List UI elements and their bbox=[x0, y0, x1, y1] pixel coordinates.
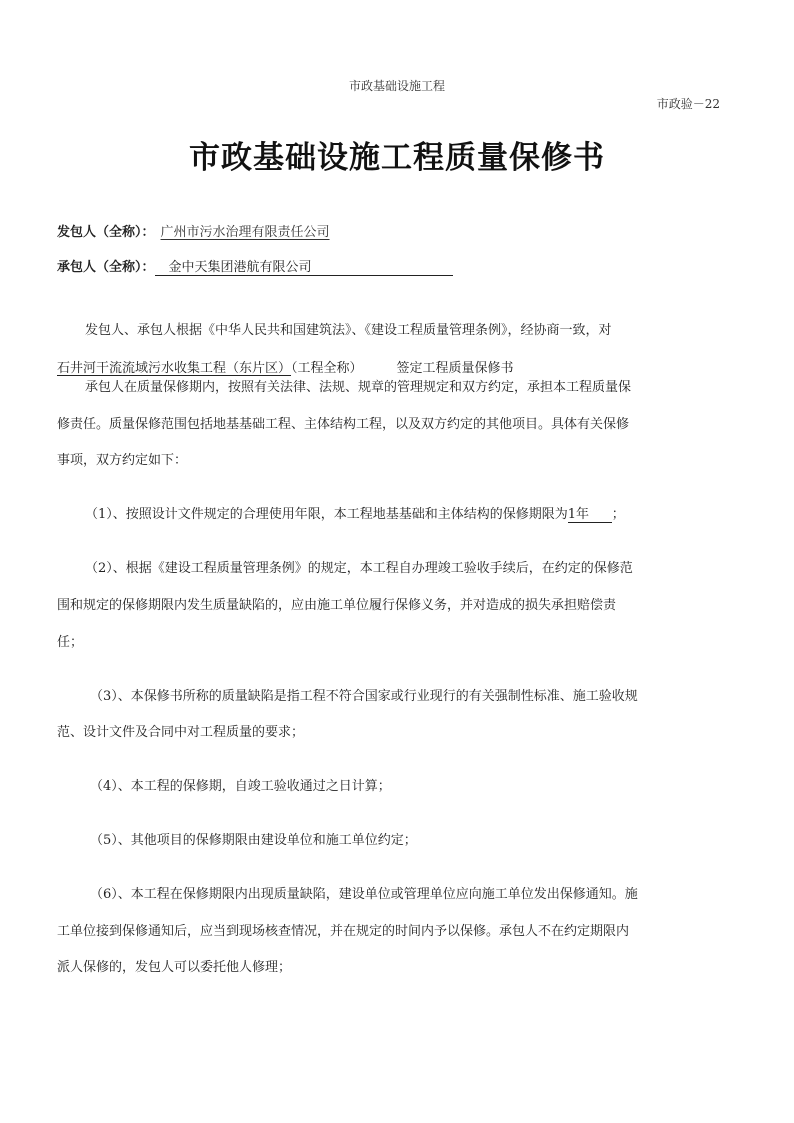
project-name: 石井河干流流域污水收集工程（东片区） bbox=[57, 361, 292, 376]
item-3-line-1: （3）、本保修书所称的质量缺陷是指工程不符合国家或行业现行的有关强制性标准、施工验收规 bbox=[90, 689, 638, 704]
item-6-line-2: 工单位接到保修通知后，应当到现场核查情况，并在规定的时间内予以保修。承包人不在约定期限内 bbox=[57, 924, 630, 939]
contractor-row bbox=[57, 256, 453, 276]
employer-label: 发包人（全称）： bbox=[57, 225, 155, 240]
item-1-end: ； bbox=[611, 507, 625, 522]
scope-line-1: 承包人在质量保修期内，按照有关法律、法规、规章的管理规定和双方约定，承担本工程质量保 bbox=[85, 380, 632, 395]
sign-text: 签定工程质量保修书 bbox=[396, 361, 514, 376]
project-suffix: （工程全称） bbox=[291, 361, 363, 376]
employer-row bbox=[57, 221, 330, 240]
item-6-line-1: （6）、本工程在保修期限内出现质量缺陷，建设单位或管理单位应向施工单位发出保修通知。施 bbox=[90, 887, 638, 902]
scope-line-2: 修责任。质量保修范围包括地基基础工程、主体结构工程，以及双方约定的其他项目。具体有关保修 bbox=[57, 417, 630, 432]
item-2-line-3: 任； bbox=[57, 635, 84, 650]
contractor-value: 金中天集团港航有限公司 bbox=[168, 260, 312, 275]
item-3-line-2: 范、设计文件及合同中对工程质量的要求； bbox=[57, 725, 305, 740]
item-5: （5）、其他项目的保修期限由建设单位和施工单位约定； bbox=[90, 833, 417, 848]
intro-line-2 bbox=[57, 357, 514, 376]
employer-value: 广州市污水治理有限责任公司 bbox=[160, 225, 330, 240]
intro-line-1: 发包人、承包人根据《中华人民共和国建筑法》、《建设工程质量管理条例》，经协商一致，对 bbox=[85, 323, 612, 338]
item-1 bbox=[85, 503, 625, 523]
item-6-line-3: 派人保修的，发包人可以委托他人修理； bbox=[57, 960, 292, 975]
item-4: （4）、本工程的保修期，自竣工验收通过之日计算； bbox=[90, 779, 391, 794]
scope-line-3: 事项，双方约定如下： bbox=[57, 453, 188, 468]
warranty-period: 1年 bbox=[567, 507, 590, 522]
item-1-text: （1）、按照设计文件规定的合理使用年限，本工程地基基础和主体结构的保修期限为 bbox=[85, 507, 568, 522]
item-2-line-1: （2）、根据《建设工程质量管理条例》的规定，本工程自办理竣工验收手续后，在约定的保修范 bbox=[85, 561, 633, 576]
page-title: 市政基础设施工程质量保修书 bbox=[189, 140, 605, 176]
item-2-line-2: 围和规定的保修期限内发生质量缺陷的，应由施工单位履行保修义务，并对造成的损失承担赔偿责 bbox=[57, 598, 617, 613]
contractor-label: 承包人（全称）： bbox=[57, 260, 155, 275]
header-doc-category: 市政基础设施工程 bbox=[348, 79, 445, 93]
header-doc-code: 市政验－22 bbox=[656, 97, 720, 111]
